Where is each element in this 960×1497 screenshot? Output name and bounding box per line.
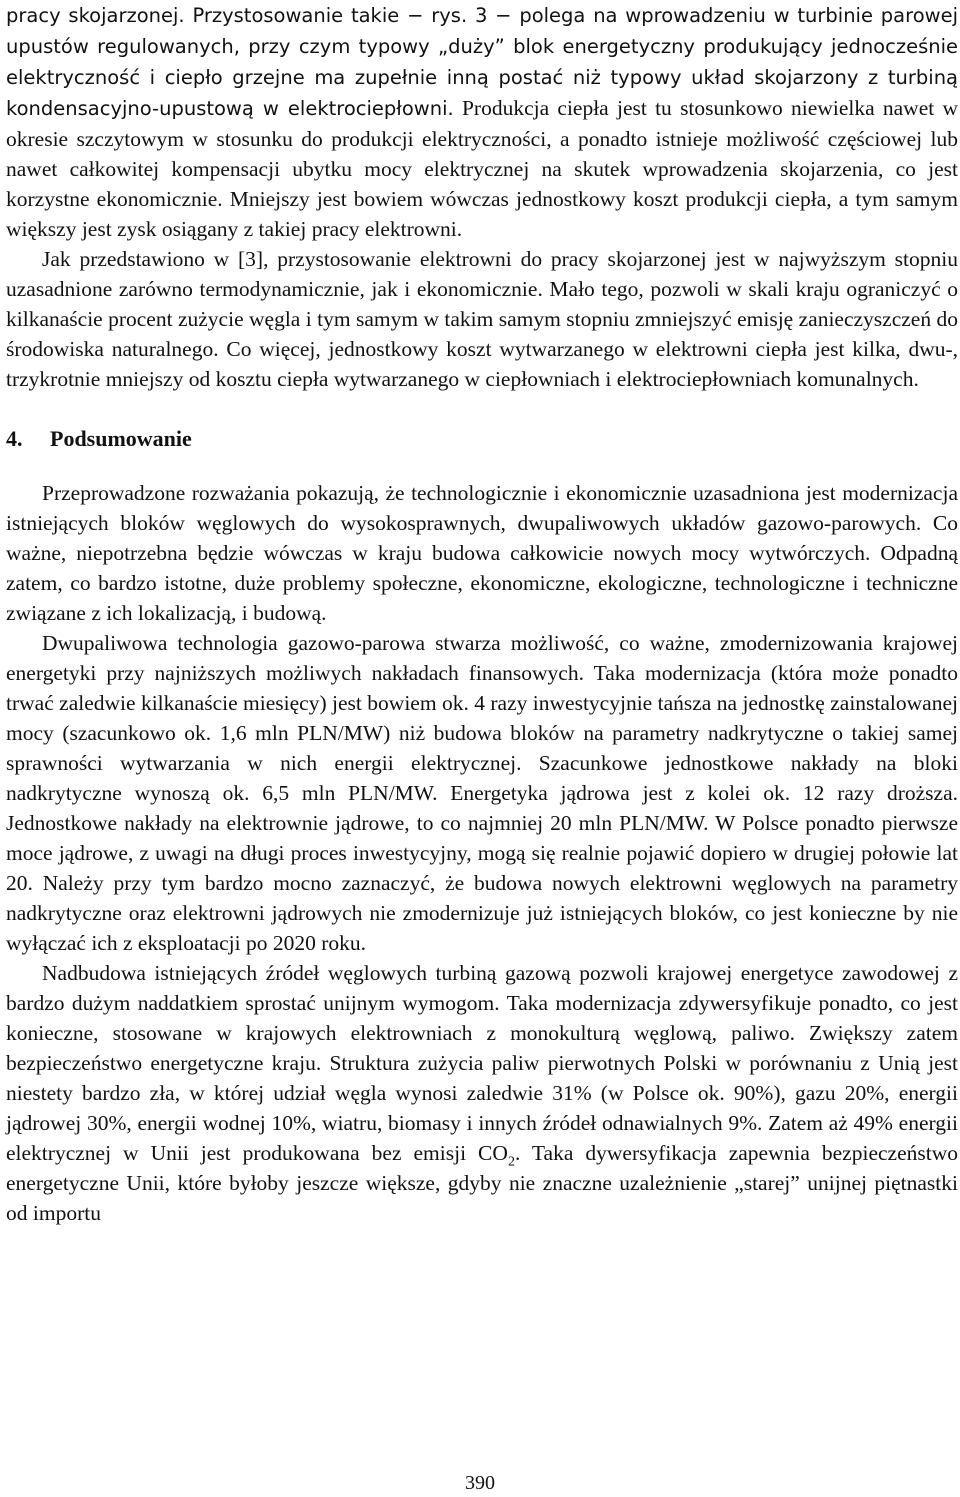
section-heading	[6, 424, 958, 454]
paragraph-cogeneration	[6, 0, 958, 244]
paragraph-summary: Przeprowadzone rozważania pokazują, że technologicznie i ekonomicznie uzasadniona jest modernizacja istniejących bloków węglowych do wysokosprawnych, dwupaliwowych układów gazowo-parowych. Co ważne, niepotrzebna będzie wówczas w kraju budowa całkowicie nowych mocy wytwórczych. Odpadną zatem, co bardzo istotne, duże problemy społeczne, ekonomiczne, ekologiczne, technologiczne i techniczne związane z ich lokalizacją, i budową.	[6, 481, 958, 625]
paragraph-text: Produkcja ciepła jest tu stosunkowo niewielka nawet w okresie szczytowym w stosunku do produkcji elektryczności, a ponadto istnieje możliwość częściowej lub nawet całkowitej kompensacji ubytku mocy elektrycznej na skutek wprowadzenia skojarzenia, co jest korzystne ekonomicznie.	[6, 96, 958, 211]
paragraph-text: Nadbudowa istniejących źródeł węglowych turbiną gazową pozwoli krajowej energetyce zawodowej z bardzo dużym naddatkiem sprostać unijnym wymogom. Taka modernizacja zdywersyfikuje ponadto, co jest konieczne, stosowane w krajowych elektrowniach z monokulturą węglową, paliwo. Zwiększy zatem bezpieczeństwo energetyczne kraju. Struktura zużycia paliw pierwotnych Polski w porównaniu z Unią jest niestety bardzo zła, w której udział węgla wynosi zaledwie 31% (w Polsce ok. 90%), gazu 20%, energii jądrowej 30%, energii wodnej 10%, wiatru, biomasy i innych źródeł odnawialnych 9%. Zatem aż 49% energii elektrycznej w Unii jest produkowana bez emisji CO	[6, 961, 958, 1165]
paragraph-text: . Taka dywersyfikacja zapewnia bezpieczeństwo energetyczne Unii, które byłoby jeszcze większe, gdyby nie znaczne uzależnienie „starej” unijnej piętnastki od importu	[6, 1141, 958, 1225]
paragraph-text: Mniejszy jest bowiem wówczas jednostkowy koszt produkcji ciepła, a tym samym większy jest zysk osiągany z takiej pracy elektrowni.	[6, 187, 958, 241]
paragraph-dual-fuel: Dwupaliwowa technologia gazowo-parowa stwarza możliwość, co ważne, zmodernizowania krajowej energetyki przy najniższych możliwych nakładach finansowych. Taka modernizacja (która może ponadto trwać zaledwie kilkanaście miesięcy) jest bowiem ok. 4 razy inwestycyjnie tańsza na jednostkę zainstalowanej mocy (szacunkowo ok. 1,6 mln PLN/MW) niż budowa bloków na parametry nadkrytyczne o takiej samej sprawności wytwarzania w nich energii elektrycznej. Szacunkowe jednostkowe nakłady na bloki nadkrytyczne wynoszą ok. 6,5 mln PLN/MW. Energetyka jądrowa jest z kolei ok. 12 razy droższa. Jednostkowe nakłady na elektrownie jądrowe, to co najmniej 20 mln PLN/MW. W Polsce ponadto pierwsze moce jądrowe, z uwagi na długi proces inwestycyjny, mogą się realnie pojawić dopiero w drugiej połowie lat 20. Należy przy tym bardzo mocno zaznaczyć, że budowa nowych elektrowni węglowych na parametry nadkrytyczne oraz elektrowni jądrowych nie zmodernizuje już istniejących bloków, co jest konieczne by nie wyłączać ich z eksploatacji po 2020 roku.	[6, 631, 958, 955]
page-number: 390	[465, 1472, 495, 1494]
subscript: 2	[507, 1154, 515, 1170]
page-body	[6, 0, 958, 1228]
section-title: Podsumowanie	[50, 426, 192, 451]
section-number: 4.	[6, 426, 23, 451]
paragraph-gas-turbine	[6, 958, 958, 1228]
paragraph-text: pracy skojarzonej. Przystosowanie takie − rys. 3 − polega na wprowadzeniu w turbinie parowej upustów regulowanych, przy czym typowy „duży” blok energetyczny produkujący jednocześnie elektryczność i ciepło grzejne ma zupełnie inną postać niż typowy układ skojarzony z turbiną kondensacyjno-upustową w elektrociepłowni.	[6, 4, 958, 120]
paragraph-adaptation: Jak przedstawiono w [3], przystosowanie elektrowni do pracy skojarzonej jest w najwyższym stopniu uzasadnione zarówno termodynamicznie, jak i ekonomicznie. Mało tego, pozwoli w skali kraju ograniczyć o kilkanaście procent zużycie węgla i tym samym w takim samym stopniu zmniejszyć emisję zanieczyszczeń do środowiska naturalnego. Co więcej, jednostkowy koszt wytwarzanego w elektrowni ciepła jest kilka, dwu-, trzykrotnie mniejszy od kosztu ciepła wytwarzanego w ciepłowniach i elektrociepłowniach komunalnych.	[6, 247, 958, 391]
